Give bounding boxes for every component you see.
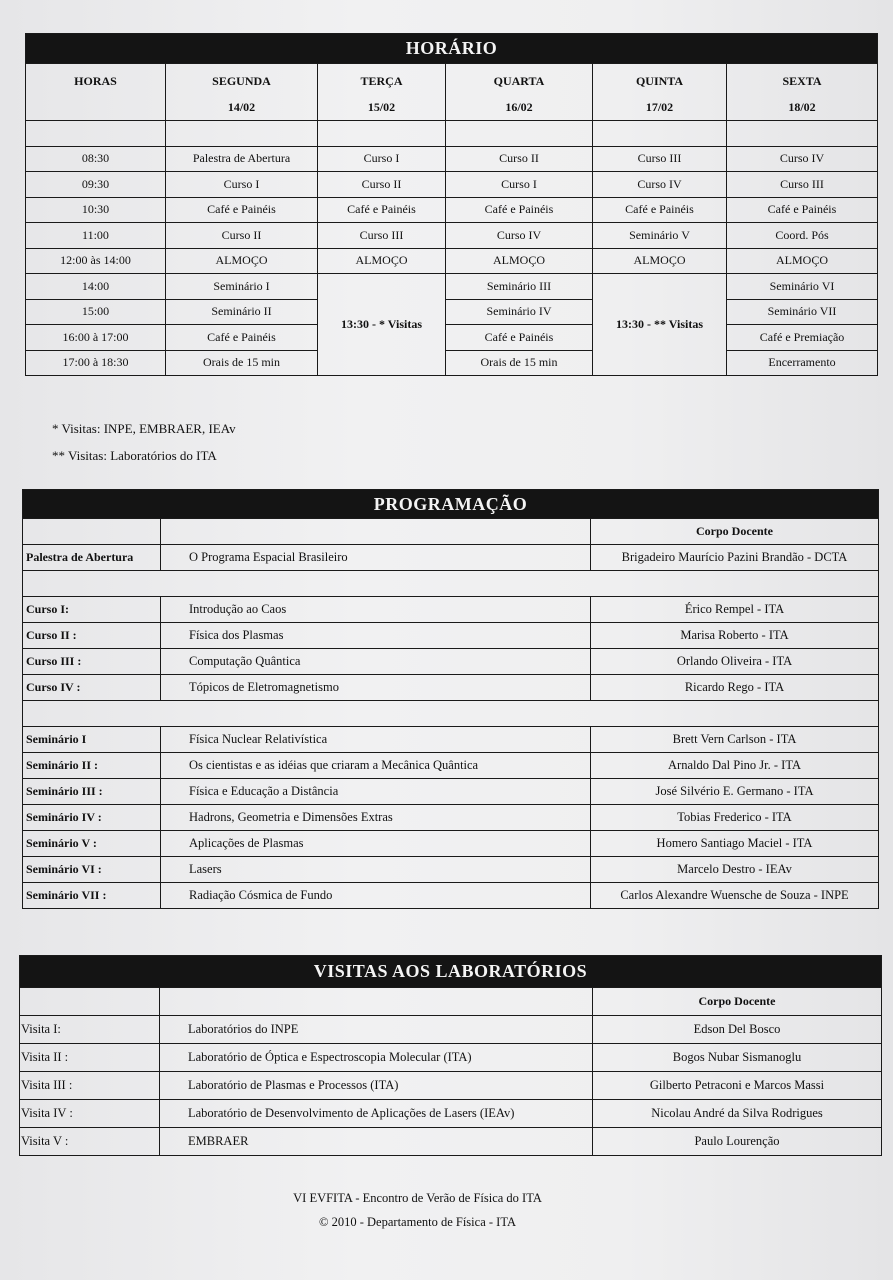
table-row: [20, 1100, 882, 1128]
row-topic: Física Nuclear Relativística: [161, 727, 591, 753]
schedule-cell: Café e Painéis: [318, 197, 446, 223]
row-topic: Computação Quântica: [161, 649, 591, 675]
table-row: [26, 248, 878, 274]
row-topic: Lasers: [161, 857, 591, 883]
row-docente: Nicolau André da Silva Rodrigues: [593, 1100, 882, 1128]
schedule-cell: Curso IV: [727, 146, 878, 172]
time-cell: 16:00 à 17:00: [26, 325, 166, 351]
row-label: Seminário I: [23, 727, 161, 753]
schedule-cell: Seminário I: [166, 274, 318, 300]
table-row: [23, 805, 879, 831]
table-row: [20, 1072, 882, 1100]
time-cell: 15:00: [26, 299, 166, 325]
footer-copyright: © 2010 - Departamento de Física - ITA: [319, 1215, 516, 1229]
table-row: [20, 1128, 882, 1156]
visitas-title: VISITAS AOS LABORATÓRIOS: [20, 956, 882, 988]
table-header-row: [20, 988, 882, 1016]
row-label: Visita I:: [20, 1016, 160, 1044]
row-docente: Marcelo Destro - IEAv: [591, 857, 879, 883]
row-docente: Orlando Oliveira - ITA: [591, 649, 879, 675]
schedule-cell: Curso II: [166, 223, 318, 249]
row-topic: Aplicações de Plasmas: [161, 831, 591, 857]
row-docente: José Silvério E. Germano - ITA: [591, 779, 879, 805]
schedule-cell: ALMOÇO: [166, 248, 318, 274]
programacao-title: PROGRAMAÇÃO: [23, 490, 879, 519]
schedule-cell: Café e Painéis: [727, 197, 878, 223]
row-docente: Brett Vern Carlson - ITA: [591, 727, 879, 753]
visitas-quinta-cell: 13:30 - ** Visitas: [593, 274, 727, 376]
time-cell: 08:30: [26, 146, 166, 172]
table-row: [26, 146, 878, 172]
row-topic: Laboratório de Plasmas e Processos (ITA): [160, 1072, 593, 1100]
time-cell: 09:30: [26, 172, 166, 198]
table-row: [26, 325, 878, 351]
row-topic: Radiação Cósmica de Fundo: [161, 883, 591, 909]
schedule-cell: Coord. Pós: [727, 223, 878, 249]
note-inpe: * Visitas: INPE, EMBRAER, IEAv: [52, 421, 236, 436]
row-label: Seminário II :: [23, 753, 161, 779]
table-row: [23, 727, 879, 753]
row-topic: Tópicos de Eletromagnetismo: [161, 675, 591, 701]
schedule-cell: Curso III: [727, 172, 878, 198]
table-row: [23, 831, 879, 857]
table-row: [23, 753, 879, 779]
table-row: [23, 883, 879, 909]
schedule-cell: Curso IV: [446, 223, 593, 249]
row-docente: Homero Santiago Maciel - ITA: [591, 831, 879, 857]
table-header-row: [23, 519, 879, 545]
table-row: [26, 223, 878, 249]
table-row: [26, 299, 878, 325]
row-label: Visita IV :: [20, 1100, 160, 1128]
row-docente: Paulo Lourenção: [593, 1128, 882, 1156]
row-label: Curso III :: [23, 649, 161, 675]
schedule-cell: Seminário V: [593, 223, 727, 249]
schedule-cell: Curso II: [446, 146, 593, 172]
programacao-table: [22, 489, 879, 909]
docente-header: Corpo Docente: [593, 988, 882, 1016]
schedule-cell: Curso II: [318, 172, 446, 198]
table-row: [23, 675, 879, 701]
table-row: [23, 857, 879, 883]
row-label: Seminário VII :: [23, 883, 161, 909]
table-row: [23, 779, 879, 805]
docente-header: Corpo Docente: [591, 519, 879, 545]
visitas-terca-cell: 13:30 - * Visitas: [318, 274, 446, 376]
row-topic: Hadrons, Geometria e Dimensões Extras: [161, 805, 591, 831]
row-label: Seminário III :: [23, 779, 161, 805]
row-topic: Laboratórios do INPE: [160, 1016, 593, 1044]
row-label: Seminário VI :: [23, 857, 161, 883]
schedule-cell: Café e Premiação: [727, 325, 878, 351]
schedule-cell: ALMOÇO: [593, 248, 727, 274]
row-topic: EMBRAER: [160, 1128, 593, 1156]
row-docente: Carlos Alexandre Wuensche de Souza - INPE: [591, 883, 879, 909]
row-label: Visita II :: [20, 1044, 160, 1072]
visitas-notes: [52, 415, 236, 469]
horario-title: HORÁRIO: [26, 34, 878, 64]
header-sexta: SEXTA 18/02: [727, 64, 878, 121]
row-label: Palestra de Abertura: [23, 545, 161, 571]
horario-table: [25, 33, 878, 376]
table-row: [20, 1044, 882, 1072]
schedule-cell: Orais de 15 min: [166, 350, 318, 376]
schedule-cell: Curso I: [446, 172, 593, 198]
time-cell: 17:00 à 18:30: [26, 350, 166, 376]
table-row: [23, 545, 879, 571]
footer: [0, 1186, 835, 1234]
row-label: Curso II :: [23, 623, 161, 649]
schedule-cell: Café e Painéis: [166, 325, 318, 351]
schedule-cell: Curso IV: [593, 172, 727, 198]
row-docente: Érico Rempel - ITA: [591, 597, 879, 623]
row-docente: Gilberto Petraconi e Marcos Massi: [593, 1072, 882, 1100]
table-row: [20, 1016, 882, 1044]
schedule-cell: Café e Painéis: [446, 325, 593, 351]
table-row: [26, 350, 878, 376]
header-segunda: SEGUNDA 14/02: [166, 64, 318, 121]
row-docente: Edson Del Bosco: [593, 1016, 882, 1044]
spacer-row: [23, 701, 879, 727]
row-topic: Introdução ao Caos: [161, 597, 591, 623]
row-label: Curso IV :: [23, 675, 161, 701]
schedule-cell: Seminário VI: [727, 274, 878, 300]
schedule-cell: ALMOÇO: [446, 248, 593, 274]
table-row: [26, 172, 878, 198]
time-cell: 10:30: [26, 197, 166, 223]
row-topic: Laboratório de Desenvolvimento de Aplicações de Lasers (IEAv): [160, 1100, 593, 1128]
row-label: Seminário IV :: [23, 805, 161, 831]
schedule-cell: ALMOÇO: [727, 248, 878, 274]
table-row: [23, 623, 879, 649]
schedule-cell: Curso III: [593, 146, 727, 172]
schedule-cell: Café e Painéis: [446, 197, 593, 223]
row-topic: Laboratório de Óptica e Espectroscopia Molecular (ITA): [160, 1044, 593, 1072]
row-label: Visita III :: [20, 1072, 160, 1100]
header-terca: TERÇA 15/02: [318, 64, 446, 121]
table-row: [23, 649, 879, 675]
header-quinta: QUINTA 17/02: [593, 64, 727, 121]
schedule-cell: Palestra de Abertura: [166, 146, 318, 172]
schedule-cell: Encerramento: [727, 350, 878, 376]
schedule-cell: Curso III: [318, 223, 446, 249]
schedule-cell: Seminário II: [166, 299, 318, 325]
schedule-cell: Seminário VII: [727, 299, 878, 325]
time-cell: 14:00: [26, 274, 166, 300]
schedule-cell: Seminário IV: [446, 299, 593, 325]
table-row: [26, 274, 878, 300]
row-topic: O Programa Espacial Brasileiro: [161, 545, 591, 571]
time-cell: 12:00 às 14:00: [26, 248, 166, 274]
row-docente: Bogos Nubar Sismanoglu: [593, 1044, 882, 1072]
schedule-cell: ALMOÇO: [318, 248, 446, 274]
table-row: [26, 197, 878, 223]
note-ita: ** Visitas: Laboratórios do ITA: [52, 448, 217, 463]
footer-event: VI EVFITA - Encontro de Verão de Física do ITA: [293, 1191, 542, 1205]
header-horas: HORAS: [26, 64, 166, 121]
schedule-cell: Café e Painéis: [593, 197, 727, 223]
row-topic: Física e Educação a Distância: [161, 779, 591, 805]
spacer-row: [26, 121, 878, 147]
row-docente: Brigadeiro Maurício Pazini Brandão - DCTA: [591, 545, 879, 571]
row-docente: Marisa Roberto - ITA: [591, 623, 879, 649]
schedule-cell: Seminário III: [446, 274, 593, 300]
row-docente: Arnaldo Dal Pino Jr. - ITA: [591, 753, 879, 779]
row-label: Seminário V :: [23, 831, 161, 857]
row-topic: Física dos Plasmas: [161, 623, 591, 649]
table-row: [23, 597, 879, 623]
spacer-row: [23, 571, 879, 597]
schedule-cell: Curso I: [318, 146, 446, 172]
schedule-cell: Curso I: [166, 172, 318, 198]
row-label: Curso I:: [23, 597, 161, 623]
time-cell: 11:00: [26, 223, 166, 249]
row-topic: Os cientistas e as idéias que criaram a Mecânica Quântica: [161, 753, 591, 779]
header-quarta: QUARTA 16/02: [446, 64, 593, 121]
row-label: Visita V :: [20, 1128, 160, 1156]
schedule-cell: Orais de 15 min: [446, 350, 593, 376]
schedule-cell: Café e Painéis: [166, 197, 318, 223]
row-docente: Ricardo Rego - ITA: [591, 675, 879, 701]
row-docente: Tobias Frederico - ITA: [591, 805, 879, 831]
visitas-table: [19, 955, 882, 1156]
